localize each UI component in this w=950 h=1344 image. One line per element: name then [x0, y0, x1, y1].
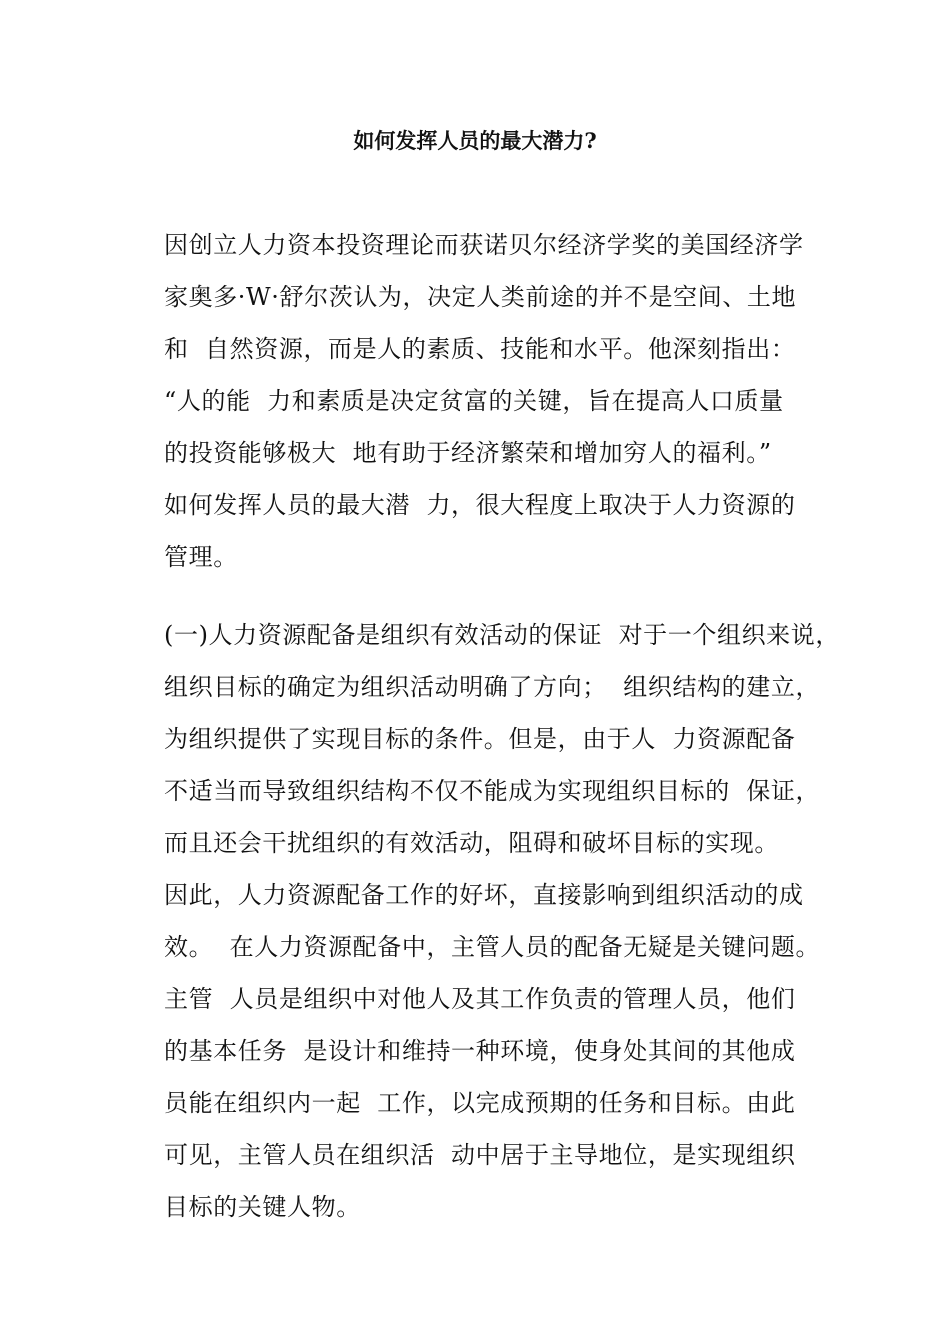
paragraph-line: 员能在组织内一起 工作，以完成预期的任务和目标。由此 [164, 1089, 796, 1117]
paragraph-line: 的基本任务 是设计和维持一种环境，使身处其间的其他成 [164, 1037, 796, 1065]
paragraph-intro [164, 219, 824, 583]
paragraph-line: 家奥多·W·舒尔茨认为，决定人类前途的并不是空间、土地 [164, 283, 797, 311]
paragraph-line: 目标的关键人物。 [164, 1193, 361, 1221]
paragraph-line: 和 自然资源，而是人的素质、技能和水平。他深刻指出： [164, 335, 796, 363]
paragraph-line: 效。 在人力资源配备中，主管人员的配备无疑是关键问题。 [164, 933, 821, 961]
paragraph-line: 因此，人力资源配备工作的好坏，直接影响到组织活动的成 [164, 881, 804, 909]
paragraph-line: (一)人力资源配备是组织有效活动的保证 对于一个组织来说， [164, 621, 840, 649]
document-title: 如何发挥人员的最大潜力? [353, 128, 597, 153]
paragraph-line: 管理。 [164, 543, 238, 571]
paragraph-line: 而且还会干扰组织的有效活动，阻碍和破坏目标的实现。 [164, 829, 779, 857]
paragraph-section-one [164, 609, 840, 1233]
paragraph-line: 可见，主管人员在组织活 动中居于主导地位，是实现组织 [164, 1141, 796, 1169]
paragraph-line: 组织目标的确定为组织活动明确了方向； 组织结构的建立， [164, 673, 821, 701]
paragraph-line: 因创立人力资本投资理论而获诺贝尔经济学奖的美国经济学 [164, 231, 804, 259]
paragraph-line: 主管 人员是组织中对他人及其工作负责的管理人员，他们 [164, 985, 796, 1013]
paragraph-line: 不适当而导致组织结构不仅不能成为实现组织目标的 保证， [164, 777, 821, 805]
paragraph-line: “人的能 力和素质是决定贫富的关键，旨在提高人口质量 [164, 387, 784, 415]
paragraph-line: 为组织提供了实现目标的条件。但是，由于人 力资源配备 [164, 725, 796, 753]
paragraph-line: 如何发挥人员的最大潜 力，很大程度上取决于人力资源的 [164, 491, 796, 519]
paragraph-line: 的投资能够极大 地有助于经济繁荣和增加穷人的福利。” [164, 439, 772, 467]
